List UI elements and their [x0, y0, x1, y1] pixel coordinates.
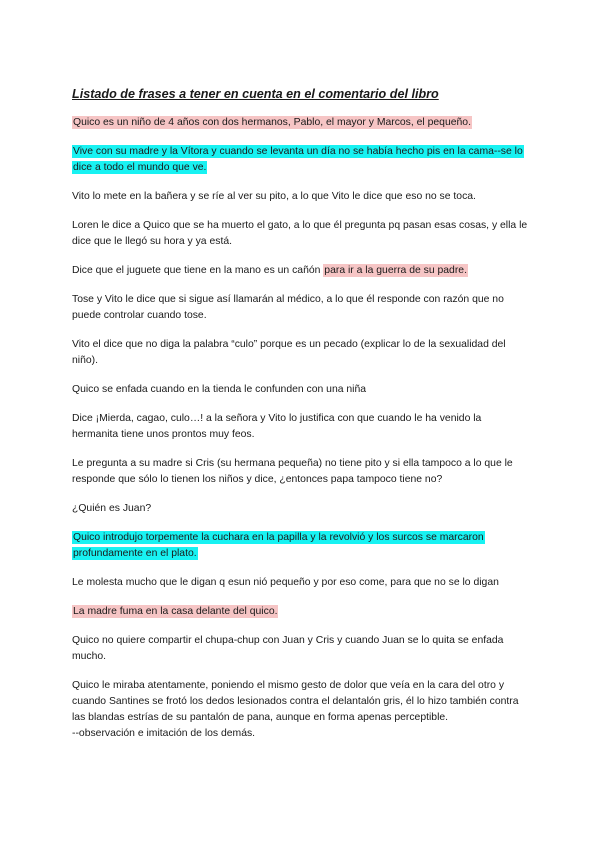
paragraph-10: Le pregunta a su madre si Cris (su hermana pequeña) no tiene pito y si ella tampoco a lo que le responde que sólo lo tienen los niños y dice, ¿entonces papa tampoco tiene no? [72, 458, 513, 485]
document-title: Listado de frases a tener en cuenta en el comentario del libro [72, 87, 439, 101]
paragraph-11: ¿Quién es Juan? [72, 503, 152, 514]
paragraph-3: Vito lo mete en la bañera y se ríe al ver su pito, a lo que Vito le dice que eso no se toca. [72, 191, 476, 202]
highlighted-text: La madre fuma en la casa delante del quico. [73, 606, 278, 617]
paragraph-8: Quico se enfada cuando en la tienda le confunden con una niña [72, 384, 367, 395]
highlighted-text: para ir a la guerra de su padre. [324, 265, 467, 276]
paragraph-note: --observación e imitación de los demás. [72, 728, 256, 739]
highlighted-text: Quico introdujo torpemente la cuchara en la papilla y la revolvió y los surcos se marcaron profundamente en el plato. [73, 532, 484, 559]
paragraph-text: Dice que el juguete que tiene en la mano es un cañón [72, 265, 324, 276]
paragraph-16 [72, 678, 530, 742]
paragraph-5 [72, 263, 530, 279]
paragraph-7: Vito el dice que no diga la palabra “culo” porque es un pecado (explicar lo de la sexualidad del niño). [72, 339, 506, 366]
paragraph-4: Loren le dice a Quico que se ha muerto el gato, a lo que él pregunta pq pasan esas cosas, y ella le dice que le llegó su hora y ya está. [72, 220, 528, 247]
highlighted-text: Vive con su madre y la Vítora y cuando se levanta un día no se había hecho pis en la cama--se lo dice a todo el mundo que ve. [73, 146, 523, 173]
paragraph-6: Tose y Vito le dice que si sigue así llamarán al médico, a lo que él responde con razón que no puede controlar cuando tose. [72, 294, 504, 321]
paragraph-13: Le molesta mucho que le digan q esun nió pequeño y por eso come, para que no se lo digan [72, 577, 499, 588]
paragraph-text: Quico le miraba atentamente, poniendo el mismo gesto de dolor que veía en la cara del otro y cuando Santines se frotó los dedos lesionados contra el delantalón gris, él lo hizo también contra las blandas estrías de su pantalón de pana, aunque en forma apenas perceptible. [72, 680, 519, 723]
paragraph-14 [72, 604, 530, 620]
paragraph-2 [72, 144, 530, 176]
paragraph-15: Quico no quiere compartir el chupa-chup con Juan y Cris y cuando Juan se lo quita se enfada mucho. [72, 635, 504, 662]
paragraph-9: Dice ¡Mierda, cagao, culo…! a la señora y Vito lo justifica con que cuando le ha venido la hermanita tiene unos prontos muy feos. [72, 413, 482, 440]
paragraph-12 [72, 530, 530, 562]
paragraph-1 [72, 115, 530, 131]
highlighted-text: Quico es un niño de 4 años con dos hermanos, Pablo, el mayor y Marcos, el pequeño. [73, 117, 471, 128]
